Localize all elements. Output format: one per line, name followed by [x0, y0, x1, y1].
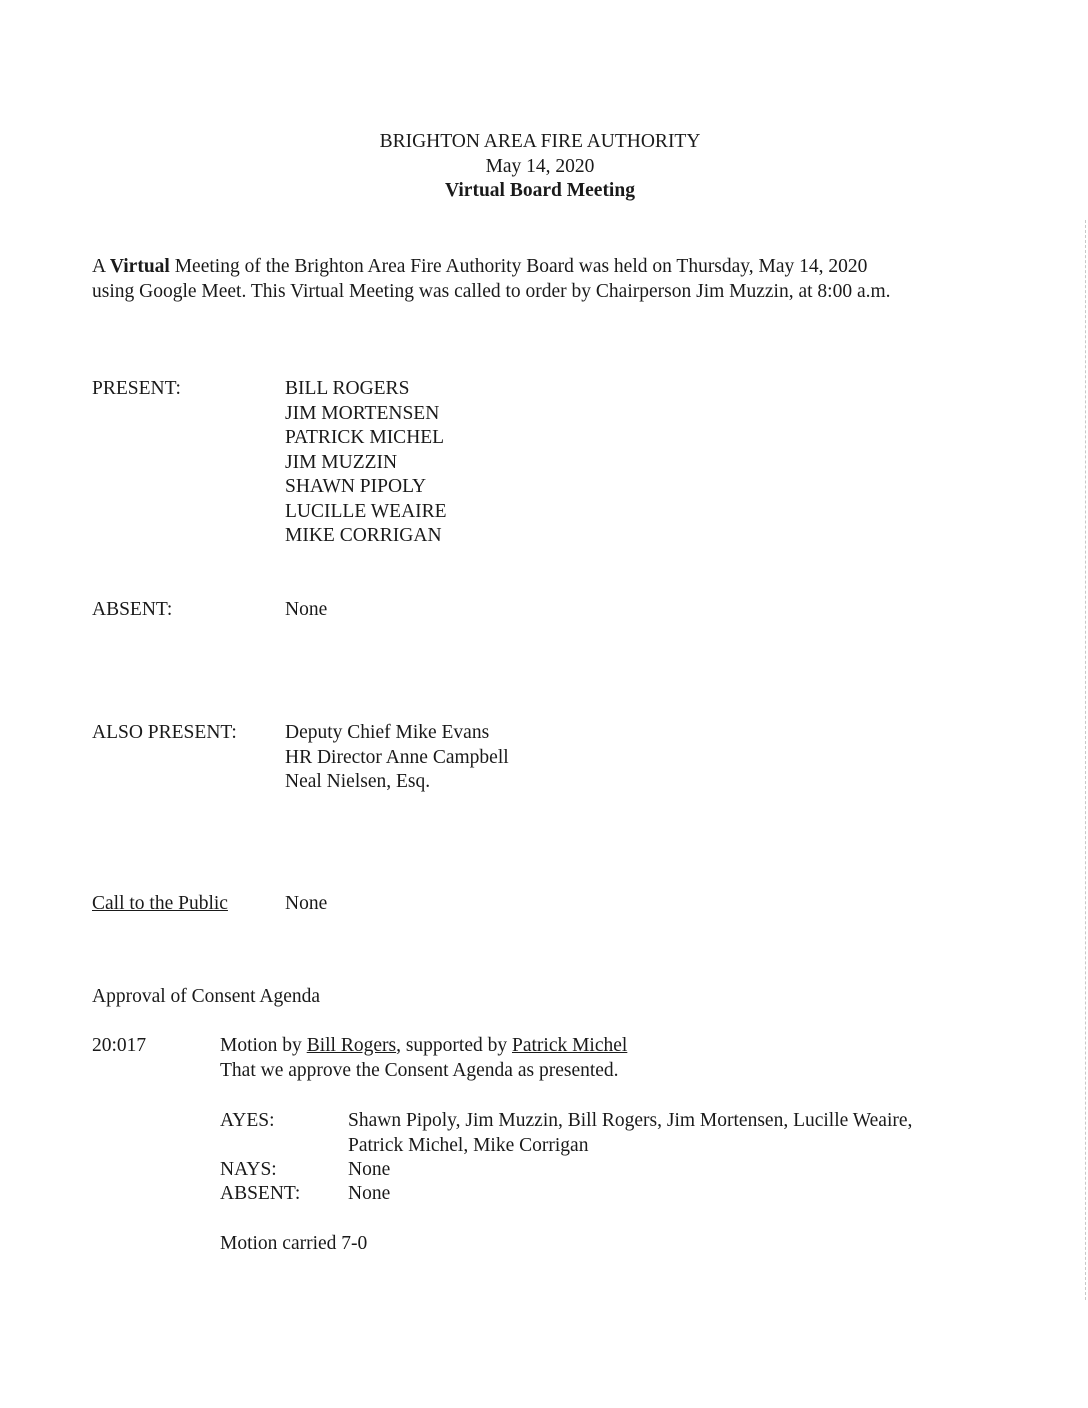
- present-name: LUCILLE WEAIRE: [285, 500, 447, 522]
- ayes-label: AYES:: [220, 1110, 275, 1131]
- intro-line-1: [92, 255, 891, 280]
- motion-number: 20:017: [92, 1035, 147, 1056]
- present-name: PATRICK MICHEL: [285, 427, 445, 448]
- also-present-name: Neal Nielsen, Esq.: [285, 771, 431, 792]
- present-name: JIM MORTENSEN: [285, 402, 440, 424]
- org-name: BRIGHTON AREA FIRE AUTHORITY: [379, 131, 701, 152]
- present-name: BILL ROGERS: [285, 378, 410, 399]
- present-name: MIKE CORRIGAN: [285, 525, 442, 546]
- absent-label: ABSENT:: [92, 599, 173, 620]
- motion-result: Motion carried 7-0: [220, 1233, 368, 1254]
- call-to-public-value: None: [285, 893, 328, 914]
- vote-absent-label: ABSENT:: [220, 1183, 301, 1204]
- nays-label: NAYS:: [220, 1159, 277, 1180]
- absent-value: None: [285, 599, 328, 620]
- present-label: PRESENT:: [92, 378, 181, 399]
- also-present-list: [285, 721, 509, 795]
- scan-edge-artifact: [1084, 220, 1086, 1300]
- motion-supporter: Patrick Michel: [511, 1035, 628, 1056]
- present-name: SHAWN PIPOLY: [285, 476, 427, 497]
- support-prefix: , supported by: [396, 1035, 512, 1056]
- meeting-title: Virtual Board Meeting: [445, 180, 635, 201]
- also-present-name: HR Director Anne Campbell: [285, 746, 509, 768]
- motion-text: That we approve the Consent Agenda as presented.: [220, 1059, 619, 1081]
- also-present-name: Deputy Chief Mike Evans: [285, 722, 490, 743]
- ayes-list: [348, 1109, 912, 1158]
- intro-bold-word: Virtual: [109, 256, 170, 277]
- intro-line-1-rest: Meeting of the Brighton Area Fire Authority Board was held on Thursday, May 14, 2020: [169, 256, 868, 277]
- intro-line-2: using Google Meet. This Virtual Meeting was called to order by Chairperson Jim Muzzin, at 8:00 a.m.: [92, 280, 891, 302]
- motion-block: [220, 1034, 627, 1083]
- consent-agenda-heading: Approval of Consent Agenda: [92, 986, 321, 1007]
- meeting-date: May 14, 2020: [485, 155, 595, 177]
- motion-line: [220, 1034, 627, 1059]
- present-list: [285, 377, 447, 549]
- nays-value: None: [348, 1159, 391, 1180]
- present-name: JIM MUZZIN: [285, 451, 398, 473]
- call-to-public-label: Call to the Public: [92, 893, 228, 914]
- ayes-line-1: Shawn Pipoly, Jim Muzzin, Bill Rogers, Jim Mortensen, Lucille Weaire,: [348, 1110, 913, 1131]
- motion-prefix: Motion by: [220, 1035, 307, 1056]
- also-present-label: ALSO PRESENT:: [92, 722, 237, 743]
- intro-lead: A: [92, 256, 110, 277]
- intro-paragraph: [92, 255, 891, 304]
- vote-absent-value: None: [348, 1183, 391, 1204]
- ayes-line-2: Patrick Michel, Mike Corrigan: [348, 1134, 589, 1156]
- motion-mover: Bill Rogers: [306, 1035, 397, 1056]
- document-header: [0, 130, 1080, 204]
